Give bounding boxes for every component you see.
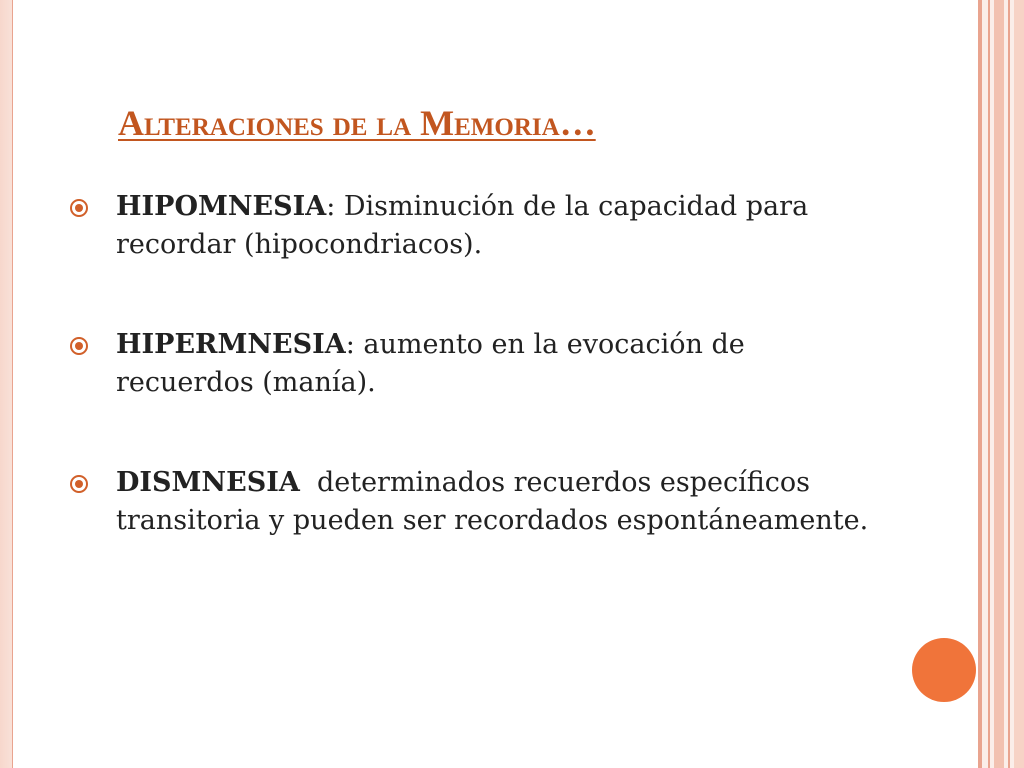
- item-term: HIPERMNESIA: [116, 329, 346, 360]
- item-text: determinados recuerdos específicos transitoria y pueden ser recordados espontáneamente.: [116, 467, 869, 536]
- item-separator: :: [345, 329, 364, 360]
- border-stripe: [1014, 0, 1024, 768]
- list-item: [70, 464, 870, 540]
- list-item: [70, 326, 870, 402]
- item-term: DISMNESIA: [116, 467, 300, 498]
- border-stripe: [978, 0, 982, 768]
- bullet-icon: [70, 199, 88, 217]
- item-separator: :: [326, 191, 344, 222]
- item-text: aumento en la evocación de recuerdos (manía).: [116, 329, 745, 398]
- border-stripe: [988, 0, 990, 768]
- item-text: Disminución de la capacidad para recordar (hipocondriacos).: [116, 191, 809, 260]
- left-border-decoration: [0, 0, 13, 768]
- bullet-list: [70, 188, 870, 540]
- list-item: [70, 188, 870, 264]
- border-stripe: [994, 0, 1004, 768]
- item-separator: [300, 467, 317, 498]
- bullet-icon: [70, 475, 88, 493]
- item-term: HIPOMNESIA: [116, 191, 327, 222]
- slide-title: Alteraciones de la Memoria…: [118, 103, 596, 143]
- border-stripe: [1008, 0, 1010, 768]
- bullet-icon: [70, 337, 88, 355]
- right-border-decoration: [978, 0, 1024, 768]
- decorative-circle: [912, 638, 976, 702]
